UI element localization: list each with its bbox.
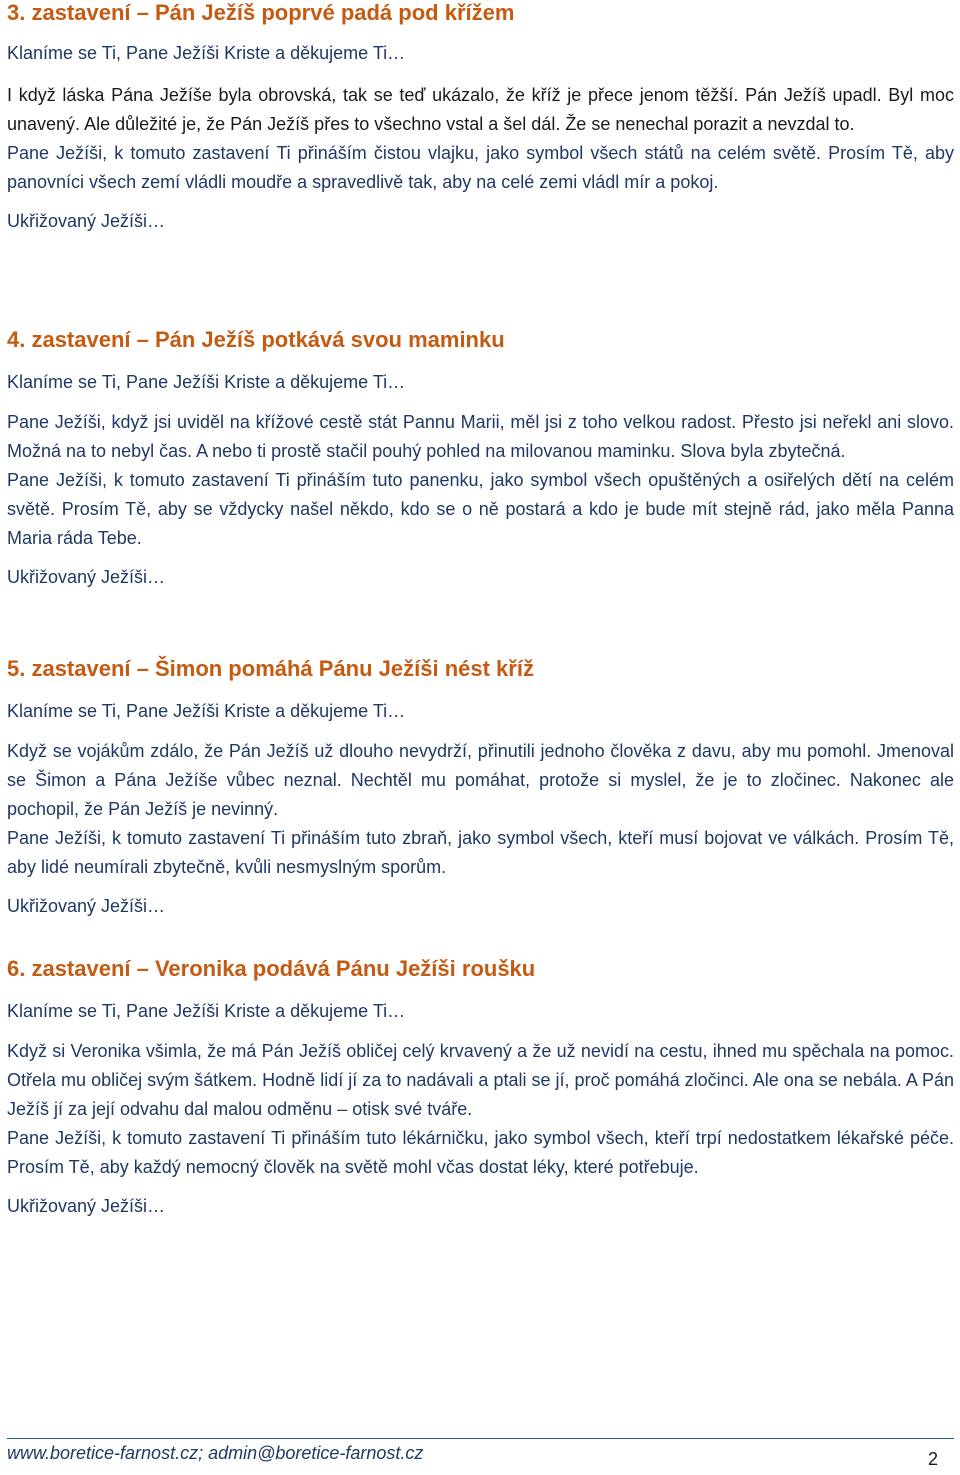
station-5-offering: Pane Ježíši, k tomuto zastavení Ti přináším tuto zbraň, jako symbol všech, kteří musí bojovat ve válkách. Prosím Tě, aby lidé neumírali zbytečně, kvůli nesmyslným sporům.	[7, 828, 954, 877]
station-3-offering: Pane Ježíši, k tomuto zastavení Ti přináším čistou vlajku, jako symbol všech států na celém světě. Prosím Tě, aby panovníci všech zemí vládli moudře a spravedlivě tak, aby na celé zemi vládl mír a pokoj.	[7, 143, 954, 192]
station-3	[7, 0, 954, 233]
station-5	[7, 656, 954, 918]
station-4-heading: 4. zastavení – Pán Ježíš potkává svou maminku	[7, 327, 505, 352]
station-6-closing: Ukřižovaný Ježíši…	[7, 1196, 166, 1216]
station-6-heading: 6. zastavení – Veronika podává Pánu Ježíši roušku	[7, 956, 536, 981]
station-6-prayer: Klaníme se Ti, Pane Ježíši Kriste a děkujeme Ti…	[7, 1001, 406, 1021]
station-6	[7, 956, 954, 1218]
station-3-prayer: Klaníme se Ti, Pane Ježíši Kriste a děkujeme Ti…	[7, 43, 406, 63]
station-4-closing: Ukřižovaný Ježíši…	[7, 567, 166, 587]
page-number: 2	[927, 1449, 938, 1469]
station-4-prayer: Klaníme se Ti, Pane Ježíši Kriste a děkujeme Ti…	[7, 372, 406, 392]
station-5-paragraph: Když se vojákům zdálo, že Pán Ježíš už dlouho nevydrží, přinutili jednoho člověka z davu, aby mu pomohl. Jmenoval se Šimon a Pána Ježíše vůbec neznal. Nechtěl mu pomáhat, protože si myslel, že je to zločinec. Nakonec ale pochopil, že Pán Ježíš je nevinný.	[7, 741, 954, 819]
station-3-paragraph: I když láska Pána Ježíše byla obrovská, tak se teď ukázalo, že kříž je přece jenom těžší. Pán Ježíš upadl. Byl moc unavený. Ale důležité je, že Pán Ježíš přes to všechno vstal a šel dál. Že se nenechal porazit a nevzdal to.	[7, 85, 954, 134]
station-5-heading: 5. zastavení – Šimon pomáhá Pánu Ježíši nést kříž	[7, 656, 534, 681]
station-4-paragraph: Pane Ježíši, když jsi uviděl na křížové cestě stát Pannu Marii, měl jsi z toho velkou radost. Přesto jsi neřekl ani slovo. Možná na to nebyl čas. A nebo ti prostě stačil pouhý pohled na milovanou maminku. Slova byla zbytečná.	[7, 412, 954, 461]
station-5-closing: Ukřižovaný Ježíši…	[7, 896, 166, 916]
station-3-heading: 3. zastavení – Pán Ježíš poprvé padá pod křížem	[7, 0, 515, 25]
station-3-closing: Ukřižovaný Ježíši…	[7, 211, 166, 231]
footer-links[interactable]: www.boretice-farnost.cz; admin@boretice-farnost.cz	[7, 1443, 424, 1463]
station-4-offering: Pane Ježíši, k tomuto zastavení Ti přináším tuto panenku, jako symbol všech opuštěných a osiřelých dětí na celém světě. Prosím Tě, aby se vždycky našel někdo, kdo se o ně postará a kdo je bude mít stejně rád, jako měla Panna Maria ráda Tebe.	[7, 470, 954, 548]
station-6-offering: Pane Ježíši, k tomuto zastavení Ti přináším tuto lékárničku, jako symbol všech, kteří trpí nedostatkem lékařské péče. Prosím Tě, aby každý nemocný člověk na světě mohl včas dostat léky, které potřebuje.	[7, 1128, 954, 1177]
page-footer	[7, 1438, 954, 1475]
station-4	[7, 327, 954, 589]
station-5-prayer: Klaníme se Ti, Pane Ježíši Kriste a děkujeme Ti…	[7, 701, 406, 721]
station-6-paragraph: Když si Veronika všimla, že má Pán Ježíš obličej celý krvavený a že už nevidí na cestu, ihned mu spěchala na pomoc. Otřela mu obličej svým šátkem. Hodně lidí jí za to nadávali a ptali se jí, proč pomáhá zločinci. Ale ona se nebála. A Pán Ježíš jí za její odvahu dal malou odměnu – otisk své tváře.	[7, 1041, 954, 1119]
